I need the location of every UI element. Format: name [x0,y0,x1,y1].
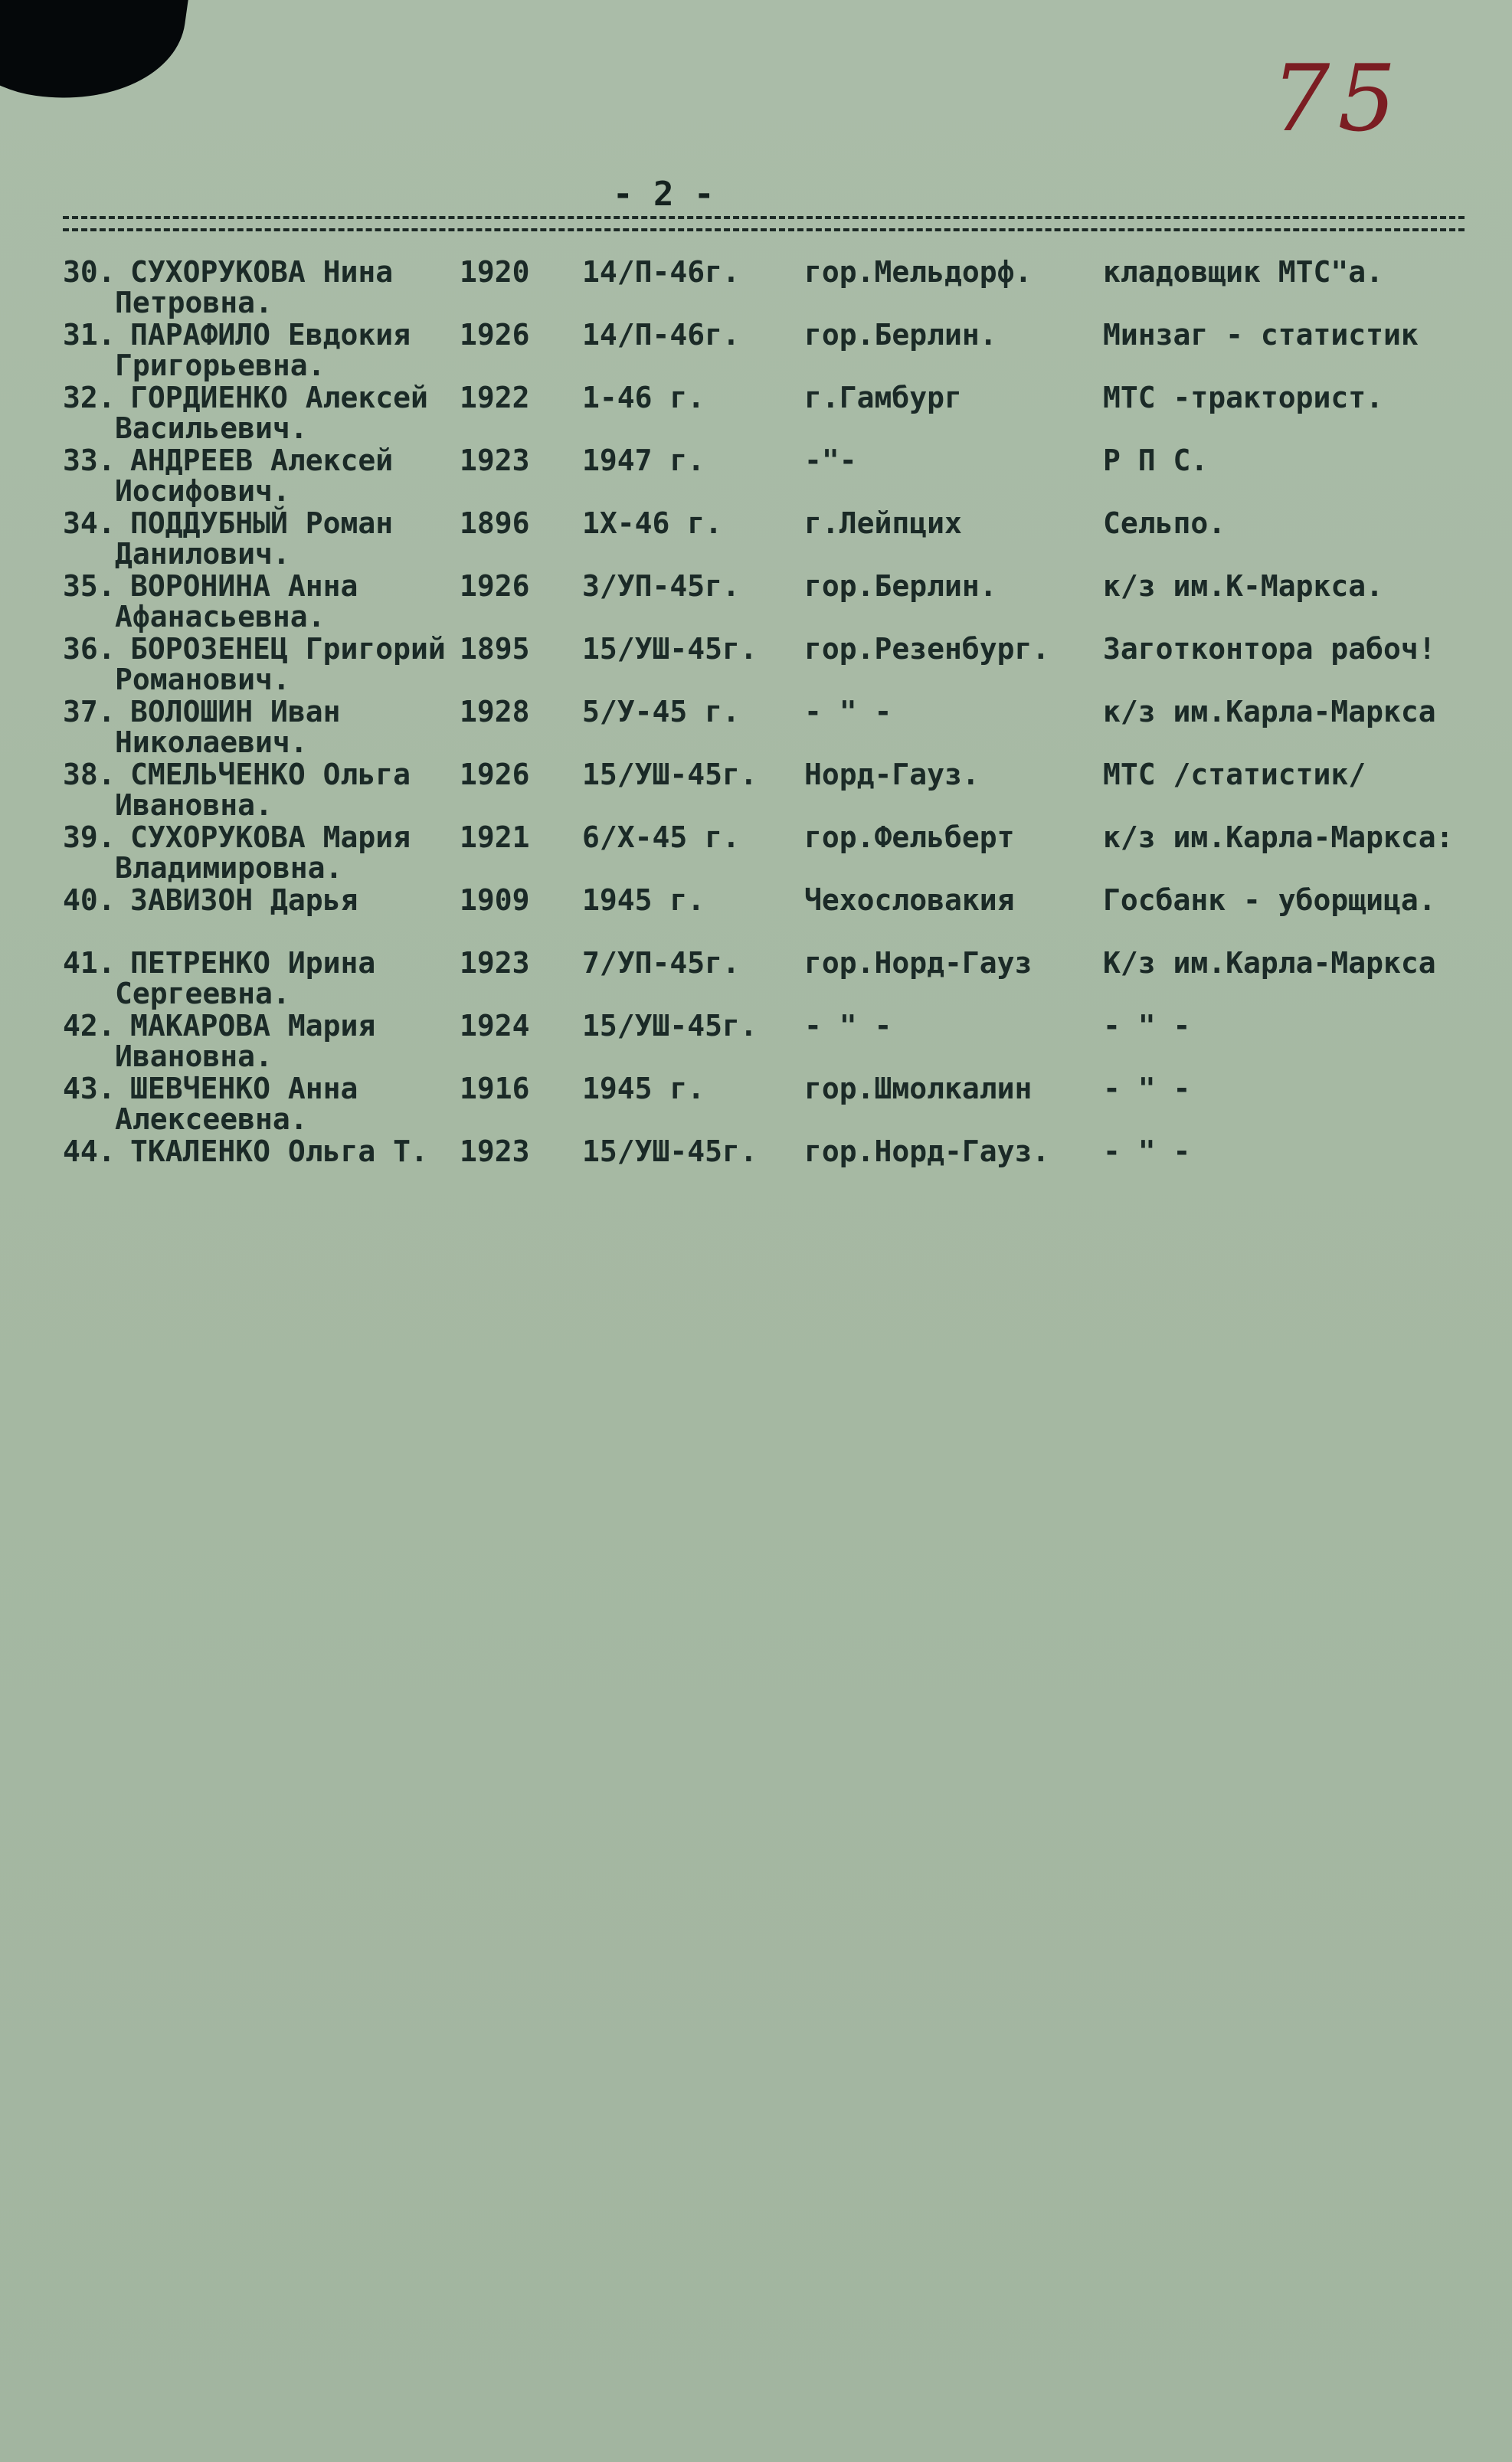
row-name: ВОЛОШИН Иван [130,695,341,728]
archive-number-mark: 75 [1271,46,1404,152]
table-row [0,759,1512,822]
row-patronymic: Ивановна. [115,788,273,822]
row-place: г.Гамбург [804,381,962,414]
table-row [0,445,1512,508]
row-patronymic: Ивановна. [115,1039,273,1073]
row-date: 14/П-46г. [582,255,740,289]
row-name: ПОДДУБНЫЙ Роман [130,506,394,540]
row-occupation: Р П С. [1103,444,1209,477]
row-occupation: Заготконтора рабоч! [1103,632,1436,666]
row-date: 1945 г. [582,1072,705,1105]
row-occupation: - " - [1103,1134,1191,1168]
row-number: 33. [63,444,116,477]
row-date: 7/УП-45г. [582,946,740,980]
row-birth-year: 1920 [460,255,530,289]
row-occupation: к/з им.Карла-Маркса: [1103,820,1454,854]
row-place: гор.Мельдорф. [804,255,1033,289]
row-occupation: МТС /статистик/ [1103,758,1366,791]
row-place: гор.Шмолкалин [804,1072,1033,1105]
row-birth-year: 1916 [460,1072,530,1105]
row-name: БОРОЗЕНЕЦ Григорий [130,632,446,666]
row-occupation: кладовщик МТС"а. [1103,255,1384,289]
row-number: 39. [63,820,116,854]
row-place: Норд-Гауз. [804,758,980,791]
row-birth-year: 1923 [460,444,530,477]
row-birth-year: 1926 [460,758,530,791]
row-occupation: К/з им.Карла-Маркса [1103,946,1436,980]
row-patronymic: Петровна. [115,286,273,319]
row-patronymic: Николаевич. [115,725,308,759]
row-occupation: Минзаг - статистик [1103,318,1419,352]
row-date: 1Х-46 г. [582,506,723,540]
table-row [0,1136,1512,1199]
row-birth-year: 1896 [460,506,530,540]
row-place: гор.Фельберт [804,820,1015,854]
row-date: 5/У-45 г. [582,695,740,728]
row-place: гор.Резенбург. [804,632,1050,666]
row-date: 15/УШ-45г. [582,632,758,666]
row-occupation: к/з им.К-Маркса. [1103,569,1384,603]
table-row [0,1010,1512,1073]
row-patronymic: Афанасьевна. [115,600,326,634]
row-patronymic: Сергеевна. [115,977,290,1010]
row-date: 14/П-46г. [582,318,740,352]
row-number: 37. [63,695,116,728]
row-place: гор.Норд-Гауз. [804,1134,1050,1168]
row-occupation: - " - [1103,1009,1191,1043]
row-place: г.Лейпцих [804,506,962,540]
row-birth-year: 1923 [460,946,530,980]
row-date: 6/Х-45 г. [582,820,740,854]
row-birth-year: 1928 [460,695,530,728]
row-birth-year: 1926 [460,569,530,603]
row-birth-year: 1923 [460,1134,530,1168]
row-patronymic: Романович. [115,663,290,696]
row-number: 40. [63,883,116,917]
row-number: 32. [63,381,116,414]
row-number: 36. [63,632,116,666]
row-date: 15/УШ-45г. [582,758,758,791]
row-number: 41. [63,946,116,980]
row-occupation: к/з им.Карла-Маркса [1103,695,1436,728]
row-number: 35. [63,569,116,603]
row-patronymic: Васильевич. [115,411,308,445]
row-name: СМЕЛЬЧЕНКО Ольга [130,758,411,791]
row-place: гор.Берлин. [804,569,997,603]
row-patronymic: Григорьевна. [115,349,326,382]
row-name: СУХОРУКОВА Нина [130,255,394,289]
row-number: 34. [63,506,116,540]
row-number: 43. [63,1072,116,1105]
row-birth-year: 1922 [460,381,530,414]
row-number: 38. [63,758,116,791]
row-place: - " - [804,695,892,728]
table-row [0,508,1512,571]
row-patronymic: Алексеевна. [115,1102,308,1136]
row-place: -"- [804,444,857,477]
row-birth-year: 1926 [460,318,530,352]
row-name: ВОРОНИНА Анна [130,569,358,603]
table-row [0,634,1512,696]
row-place: гор.Норд-Гауз [804,946,1033,980]
table-row [0,822,1512,885]
row-number: 30. [63,255,116,289]
row-number: 42. [63,1009,116,1043]
row-place: - " - [804,1009,892,1043]
row-patronymic: Иосифович. [115,474,290,508]
row-name: ТКАЛЕНКО Ольга Т. [130,1134,428,1168]
row-date: 3/УП-45г. [582,569,740,603]
row-name: АНДРЕЕВ Алексей [130,444,394,477]
row-number: 31. [63,318,116,352]
row-name: МАКАРОВА Мария [130,1009,376,1043]
row-name: ШЕВЧЕНКО Анна [130,1072,358,1105]
table-row [0,885,1512,948]
table-row [0,696,1512,759]
row-occupation: Сельпо. [1103,506,1226,540]
row-birth-year: 1895 [460,632,530,666]
table-row [0,948,1512,1010]
row-birth-year: 1924 [460,1009,530,1043]
table-row [0,571,1512,634]
row-name: ЗАВИЗОН Дарья [130,883,358,917]
row-occupation: Госбанк - уборщица. [1103,883,1436,917]
row-place: гор.Берлин. [804,318,997,352]
row-name: ГОРДИЕНКО Алексей [130,381,428,414]
row-name: СУХОРУКОВА Мария [130,820,411,854]
row-patronymic: Владимировна. [115,851,343,885]
row-birth-year: 1909 [460,883,530,917]
row-patronymic: Данилович. [115,537,290,571]
row-occupation: - " - [1103,1072,1191,1105]
row-occupation: МТС -тракторист. [1103,381,1384,414]
row-date: 1945 г. [582,883,705,917]
row-date: 1-46 г. [582,381,705,414]
table-row [0,319,1512,382]
page-number: - 2 - [613,175,715,214]
table-row [0,257,1512,319]
table-row [0,1073,1512,1136]
row-name: ПЕТРЕНКО Ирина [130,946,376,980]
row-place: Чехословакия [804,883,1015,917]
row-date: 15/УШ-45г. [582,1134,758,1168]
row-number: 44. [63,1134,116,1168]
row-birth-year: 1921 [460,820,530,854]
row-date: 1947 г. [582,444,705,477]
table-row [0,382,1512,445]
row-name: ПАРАФИЛО Евдокия [130,318,411,352]
row-date: 15/УШ-45г. [582,1009,758,1043]
